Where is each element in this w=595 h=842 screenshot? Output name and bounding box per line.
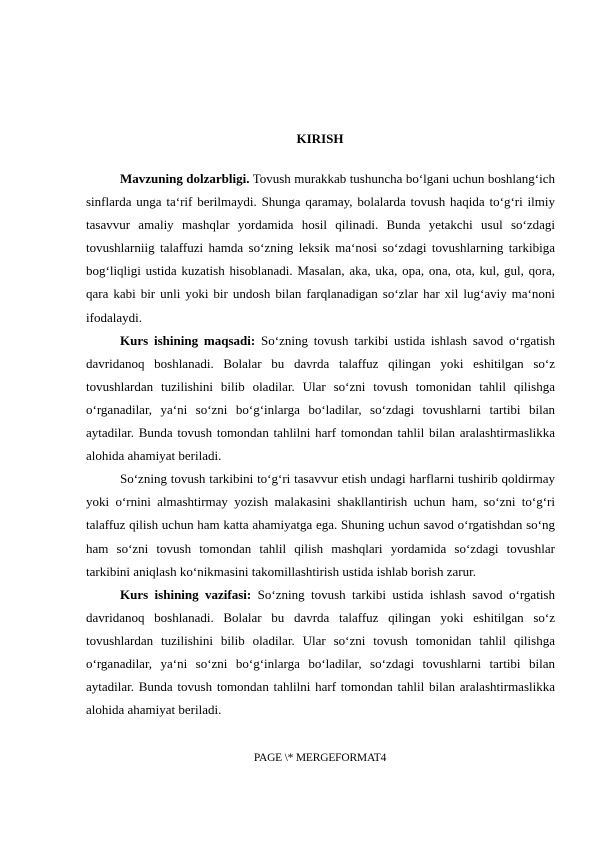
paragraph-text: So‘zning tovush tarkibi ustida ishlash savod o‘rgatish davridanoq boshlanadi. Bolalar bu davrda talaffuz qilingan yoki eshitilgan so‘z tovushlardan tuzilishini bilib oladilar. Ular so‘zni tovush tomonidan tahlil qilishga o‘rganadilar, ya‘ni so‘zni bo‘g‘inlarga bo‘ladilar, so‘zdagi tovushlarni tartibi bilan aytadilar. Bunda tovush tomondan tahlilni harf tomondan tahlil bilan aralashtirmaslikka alohida ahamiyat beriladi. [86,586,555,718]
paragraph-tasks [86,583,555,722]
paragraph-goal [86,329,555,468]
paragraph-lead: Kurs ishining maqsadi: [120,332,256,348]
paragraph-text: So‘zning tovush tarkibi ustida ishlash savod o‘rgatish davridanoq boshlanadi. Bolalar bu davrda talaffuz qilingan yoki eshitilgan so‘z tovushlardan tuzilishini bilib oladilar. Ular so‘zni tovush tomonidan tahlil qilishga o‘rganadilar, ya‘ni so‘zni bo‘g‘inlarga bo‘ladilar, so‘zdagi tovushlarni tartibi bilan aytadilar. Bunda tovush tomondan tahlilni harf tomondan tahlil bilan aralashtirmaslikka alohida ahamiyat beriladi. [86,332,555,464]
page-footer: PAGE \* MERGEFORMAT4 [253,752,387,764]
paragraph-text: Tovush murakkab tushuncha bo‘lgani uchun boshlang‘ich sinflarda unga ta‘rif berilmaydi. Shunga qaramay, bolalarda tovush haqida to‘g‘ri ilmiy tasavvur amaliy mashqlar yordamida hosil qilinadi. Bunda yetakchi usul so‘zdagi tovushlarniig talaffuzi hamda so‘zning leksik ma‘nosi so‘zdagi tovushlarning tarkibiga bog‘liqligi ustida kuzatish hisoblanadi. Masalan, aka, uka, opa, ona, ota, kul, gul, qora, qara kabi bir unli yoki bir undosh bilan farqlanadigan so‘zlar har xil lug‘aviy ma‘noni ifodalaydi. [86,171,555,325]
paragraph-lead: Mavzuning dolzarbligi. [120,171,250,186]
page-title: KIRISH [296,131,344,146]
paragraph-lead: Kurs ishining vazifasi: [120,586,252,602]
paragraph-sound-composition [86,467,555,582]
paragraph-text: So‘zning tovush tarkibini to‘g‘ri tasavvur etish undagi harflarni tushirib qoldirmay yoki o‘rnini almashtirmay yozish malakasini shakllantirish uchun ham, so‘zni to‘g‘ri talaffuz qilish uchun ham katta ahamiyatga ega. Shuning uchun savod o‘rgatishdan so‘ng ham so‘zni tovush tomondan tahlil qilish mashqlari yordamida so‘zdagi tovushlar tarkibini aniqlash ko‘nikmasini takomillashtirish ustida ishlab borish zarur. [86,471,555,579]
document-body [86,167,555,721]
paragraph-relevance [86,167,555,329]
